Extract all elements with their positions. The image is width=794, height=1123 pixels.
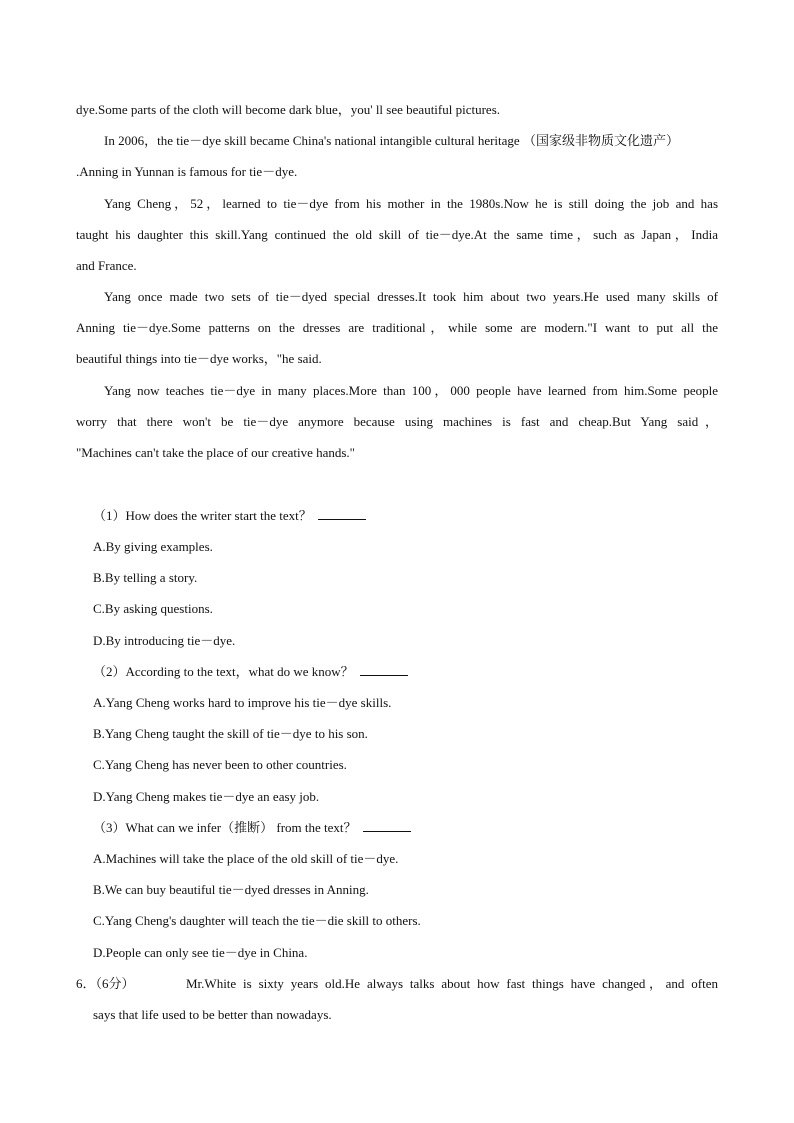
question-prompt [93,820,411,836]
option-c: C.By asking questions. [93,601,213,616]
passage-line: taught his daughter this skill.Yang continued the old skill of tie－dye.At the same time，such as Japan，India [76,227,718,242]
passage-line: Anning tie－dye.Some patterns on the dresses are traditional，while some are modern."I want to put all the [76,320,718,335]
question-text-line: Mr.White is sixty years old.He always talks about how fast things have changed，and often [186,976,718,991]
passage-line: and France. [76,258,137,273]
question-number: 6．（6分） [76,976,135,991]
question-prompt-text: （1）How does the writer start the text？ [93,508,312,523]
answer-blank[interactable] [360,665,408,676]
option-c: C.Yang Cheng's daughter will teach the tie－die skill to others. [93,913,421,928]
option-d: D.By introducing tie－dye. [93,633,236,648]
question-text-line: says that life used to be better than nowadays. [93,1007,332,1022]
passage-line: dye.Some parts of the cloth will become dark blue，you' ll see beautiful pictures. [76,102,501,117]
passage-line: Yang Cheng，52，learned to tie－dye from his mother in the 1980s.Now he is still doing the job and has [104,196,718,211]
option-a: A.By giving examples. [93,539,213,554]
option-b: B.By telling a story. [93,570,198,585]
passage-line: In 2006，the tie－dye skill became China's national intangible cultural heritage （国家级非物质文化遗产） [104,133,679,148]
passage-line: Yang once made two sets of tie－dyed special dresses.It took him about two years.He used many skills of [104,289,718,304]
answer-blank[interactable] [318,509,366,520]
question-prompt-text: （2）According to the text，what do we know？ [93,664,354,679]
passage-line: .Anning in Yunnan is famous for tie－dye. [76,164,298,179]
passage-line: worry that there won't be tie－dye anymore because using machines is fast and cheap.But Yang said， [76,414,718,429]
option-d: D.People can only see tie－dye in China. [93,945,308,960]
option-c: C.Yang Cheng has never been to other countries. [93,757,347,772]
question-prompt [93,508,366,524]
question-prompt [93,664,408,680]
question-prompt-text: （3）What can we infer（推断） from the text？ [93,820,357,835]
passage-line: "Machines can't take the place of our creative hands." [76,445,355,460]
option-b: B.Yang Cheng taught the skill of tie－dye to his son. [93,726,368,741]
option-b: B.We can buy beautiful tie－dyed dresses in Anning. [93,882,369,897]
option-a: A.Machines will take the place of the old skill of tie－dye. [93,851,399,866]
option-a: A.Yang Cheng works hard to improve his tie－dye skills. [93,695,392,710]
option-d: D.Yang Cheng makes tie－dye an easy job. [93,789,320,804]
answer-blank[interactable] [363,821,411,832]
passage-line: Yang now teaches tie－dye in many places.More than 100，000 people have learned from him.Some people [104,383,718,398]
passage-line: beautiful things into tie－dye works，"he said. [76,351,322,366]
